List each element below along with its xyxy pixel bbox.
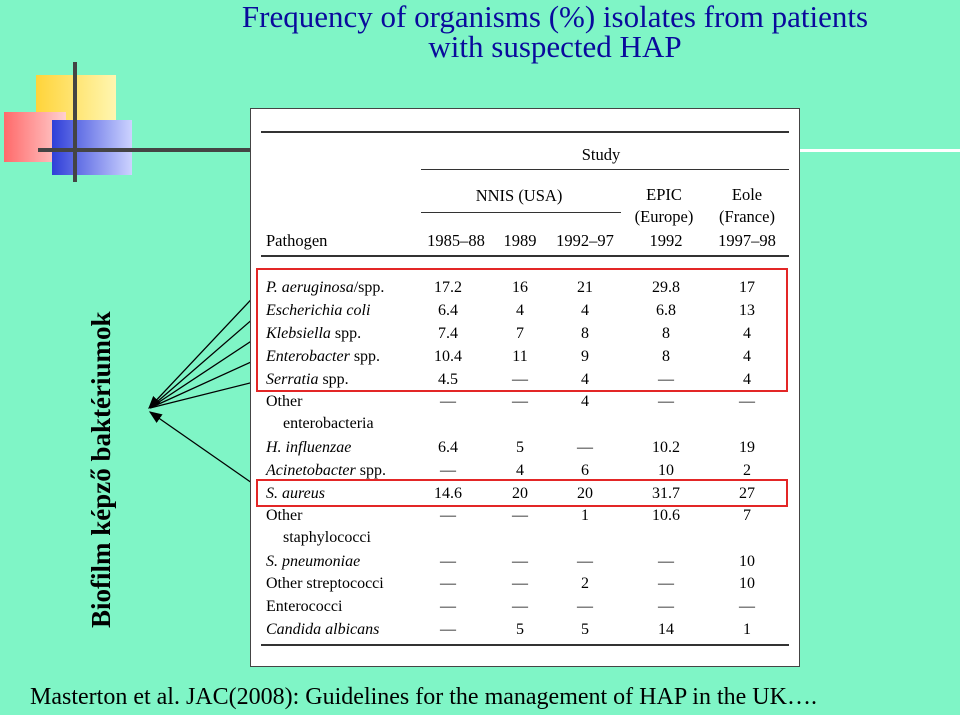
- table-cell: —: [577, 598, 593, 615]
- table-cell: 7: [743, 507, 751, 524]
- table-cell: 9: [581, 348, 589, 365]
- pathogen-name-text: Enterobacter: [266, 348, 350, 365]
- bottom-rule: [261, 644, 789, 646]
- table-cell: 4.5: [438, 371, 458, 388]
- pathogen-name: [266, 393, 302, 411]
- table-cell: —: [440, 393, 456, 410]
- pathogen-name: [266, 462, 386, 480]
- table-cell: —: [739, 393, 755, 410]
- table-cell: 5: [581, 621, 589, 638]
- col-header-2: 1992–97: [556, 231, 614, 250]
- table-cell: 1: [743, 621, 751, 638]
- pathogen-name: [266, 553, 360, 571]
- table-cell: 5: [516, 621, 524, 638]
- table-cell: 13: [739, 302, 755, 319]
- epic-region: (Europe): [634, 207, 694, 226]
- table-cell: 27: [739, 485, 755, 502]
- table-cell: —: [440, 462, 456, 479]
- pathogen-name: [266, 621, 379, 639]
- table-cell: —: [577, 553, 593, 570]
- pathogen-name-line2: staphylococci: [283, 529, 371, 546]
- table-cell: —: [658, 598, 674, 615]
- citation-footer: Masterton et al. JAC(2008): Guidelines for the management of HAP in the UK….: [30, 684, 817, 710]
- pathogen-name-text: S. pneumoniae: [266, 553, 361, 570]
- pathogen-name-text: Klebsiella: [266, 325, 331, 342]
- col-header-4: 1997–98: [718, 231, 776, 250]
- table-cell: 4: [581, 393, 589, 410]
- pathogen-name: [266, 439, 351, 457]
- table-cell: 1: [581, 507, 589, 524]
- col-header-1: 1989: [503, 231, 537, 250]
- highlight-box-saureus: [256, 479, 788, 507]
- table-cell: 6.8: [656, 302, 676, 319]
- arrow-1: [149, 288, 262, 408]
- top-rule: [261, 131, 789, 133]
- table-cell: —: [512, 575, 528, 592]
- epic-name: EPIC: [646, 185, 682, 204]
- table-cell: 4: [581, 371, 589, 388]
- side-label: Biofilm képző baktériumok: [86, 311, 116, 628]
- table-cell: 6: [581, 462, 589, 479]
- table-cell: —: [658, 393, 674, 410]
- table-cell: 4: [516, 302, 524, 319]
- table-cell: 16: [512, 279, 528, 296]
- col-header-3: 1992: [649, 231, 683, 250]
- table-cell: 8: [581, 325, 589, 342]
- table-cell: 4: [581, 302, 589, 319]
- pathogen-name-text: Other: [266, 393, 303, 410]
- table-cell: 6.4: [438, 302, 458, 319]
- table-cell: 8: [662, 348, 670, 365]
- table-cell: —: [577, 439, 593, 456]
- table-cell: 20: [577, 485, 593, 502]
- table-cell: 14.6: [434, 485, 462, 502]
- table-cell: 10: [739, 553, 755, 570]
- pathogen-name-text: Acinetobacter: [266, 462, 356, 479]
- table-cell: 4: [743, 325, 751, 342]
- col-header-0: 1985–88: [427, 231, 485, 250]
- eole-name: Eole: [731, 185, 763, 204]
- table-cell: —: [440, 507, 456, 524]
- pathogen-name-text: Other: [266, 507, 303, 524]
- pathogen-name-text: Other streptococci: [266, 575, 384, 592]
- table-cell: 2: [581, 575, 589, 592]
- title-line-1: Frequency of organisms (%) isolates from patients: [241, 0, 869, 34]
- table-cell: 8: [662, 325, 670, 342]
- pathogen-name-text: Candida albicans: [266, 621, 380, 638]
- table-cell: 31.7: [652, 485, 680, 502]
- pathogen-name: [266, 507, 302, 525]
- table-cell: 7.4: [438, 325, 458, 342]
- arrow-4: [150, 357, 262, 408]
- pathogen-name-text: Escherichia coli: [266, 302, 371, 319]
- table-cell: —: [512, 598, 528, 615]
- table-cell: 29.8: [652, 279, 680, 296]
- pathogen-name-suffix: spp.: [318, 371, 349, 388]
- table-cell: —: [512, 553, 528, 570]
- pathogen-name-text: P. aeruginosa: [266, 279, 354, 296]
- pathogen-name-text: H. influenzae: [266, 439, 352, 456]
- study-header: Study: [581, 145, 621, 164]
- pathogen-name-text: Serratia: [266, 371, 319, 388]
- table-cell: 4: [743, 371, 751, 388]
- pathogen-name-suffix: /spp.: [353, 279, 385, 296]
- arrow-3: [150, 334, 262, 408]
- pathogen-name-text: Enterococci: [266, 598, 343, 615]
- table-cell: —: [512, 371, 528, 388]
- table-cell: —: [739, 598, 755, 615]
- table-cell: 11: [512, 348, 528, 365]
- table-cell: —: [658, 575, 674, 592]
- table-cell: 10.6: [652, 507, 680, 524]
- table-cell: 7: [516, 325, 524, 342]
- table-cell: 4: [743, 348, 751, 365]
- table-cell: 2: [743, 462, 751, 479]
- table-cell: —: [512, 393, 528, 410]
- pathogen-name: [266, 598, 342, 616]
- nnis-rule: [421, 212, 621, 213]
- table-cell: 4: [516, 462, 524, 479]
- table-cell: 17.2: [434, 279, 462, 296]
- table-cell: —: [440, 621, 456, 638]
- table-cell: —: [658, 371, 674, 388]
- header-rule: [261, 255, 789, 257]
- pathogen-name-suffix: spp.: [355, 462, 386, 479]
- arrow-6: [150, 412, 262, 490]
- table-cell: —: [440, 575, 456, 592]
- table-cell: 20: [512, 485, 528, 502]
- table-cell: —: [512, 507, 528, 524]
- pathogen-name-suffix: spp.: [349, 348, 381, 365]
- table-cell: 10: [739, 575, 755, 592]
- pathogen-name-suffix: spp.: [330, 325, 362, 342]
- table-cell: 10.4: [434, 348, 462, 365]
- study-rule: [421, 169, 789, 170]
- table-cell: —: [440, 553, 456, 570]
- eole-region: (France): [719, 207, 775, 226]
- table-cell: 10.2: [652, 439, 680, 456]
- table-cell: 14: [658, 621, 674, 638]
- group-nnis: NNIS (USA): [475, 186, 563, 205]
- table-cell: —: [658, 553, 674, 570]
- pathogen-name: [266, 575, 384, 593]
- table-cell: 5: [516, 439, 524, 456]
- table-cell: 21: [577, 279, 593, 296]
- title-line-2: with suspected HAP: [428, 29, 682, 64]
- pathogen-name-line2: enterobacteria: [283, 415, 374, 432]
- table-cell: —: [440, 598, 456, 615]
- table-cell: 10: [658, 462, 674, 479]
- pathogen-header: Pathogen: [266, 231, 328, 250]
- table-cell: 19: [739, 439, 755, 456]
- table-cell: 6.4: [438, 439, 458, 456]
- highlight-box-enterobacteria: [256, 268, 788, 392]
- table-cell: 17: [739, 279, 755, 296]
- pathogen-name-text: S. aureus: [266, 485, 325, 502]
